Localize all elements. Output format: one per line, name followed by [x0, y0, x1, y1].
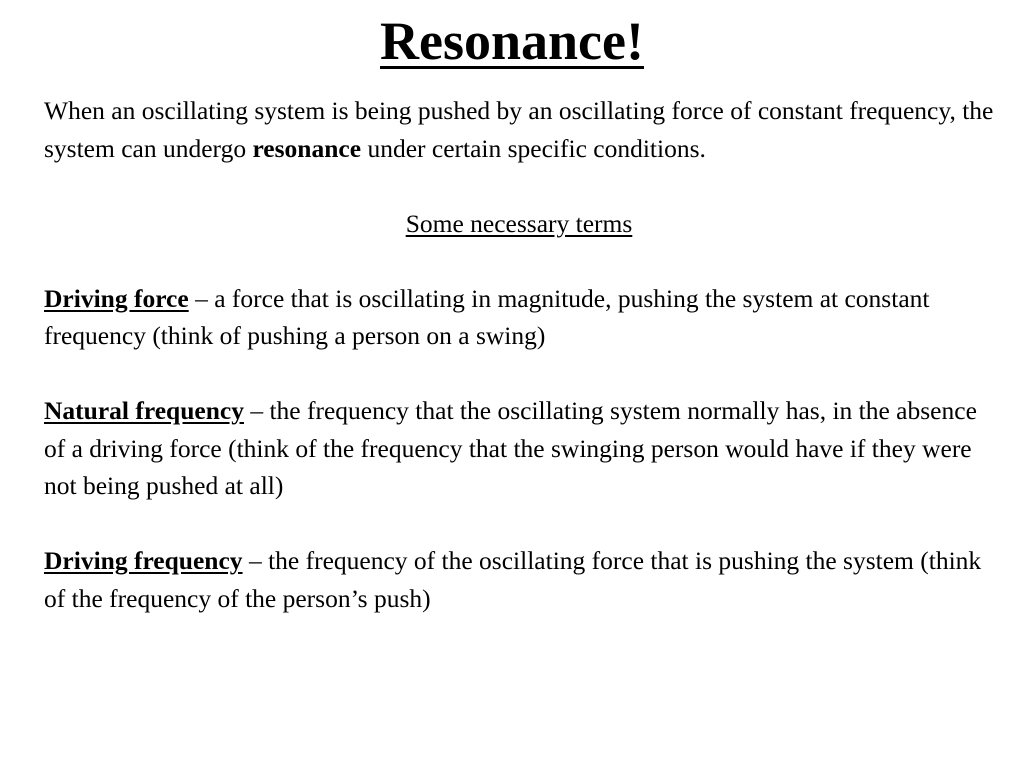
term-definition: – a force that is oscillating in magnitude, pushing the system at constant frequency (think of pushing a person on a swing): [44, 283, 930, 350]
term-driving-force: [44, 280, 994, 355]
term-label: Driving frequency: [44, 546, 243, 575]
intro-text-before: When an oscillating system is being pushed by an oscillating force of constant frequency, the system can undergo: [44, 96, 994, 163]
spacer: [44, 355, 994, 393]
intro-keyword: resonance: [252, 133, 362, 163]
intro-text-after: under certain specific conditions.: [361, 133, 706, 163]
term-driving-frequency: [44, 542, 994, 617]
spacer: [44, 505, 994, 543]
slide-title-text: Resonance!: [380, 11, 644, 71]
subheading: [44, 205, 994, 243]
term-label: Driving force: [44, 283, 189, 313]
intro-paragraph: [44, 92, 994, 167]
slide-body: [44, 92, 994, 617]
slide-title: [0, 6, 1024, 76]
term-definition: – the frequency that the oscillating system normally has, in the absence of a driving force (think of the frequency that the swinging person would have if they were not being pushed at all): [44, 396, 977, 500]
term-definition: – the frequency of the oscillating force that is pushing the system (think of the frequency of the person’s push): [44, 546, 982, 613]
spacer: [44, 167, 994, 205]
spacer: [44, 242, 994, 280]
term-label: Natural frequency: [44, 396, 244, 425]
term-natural-frequency: [44, 392, 994, 505]
subheading-text: Some necessary terms: [405, 208, 633, 238]
